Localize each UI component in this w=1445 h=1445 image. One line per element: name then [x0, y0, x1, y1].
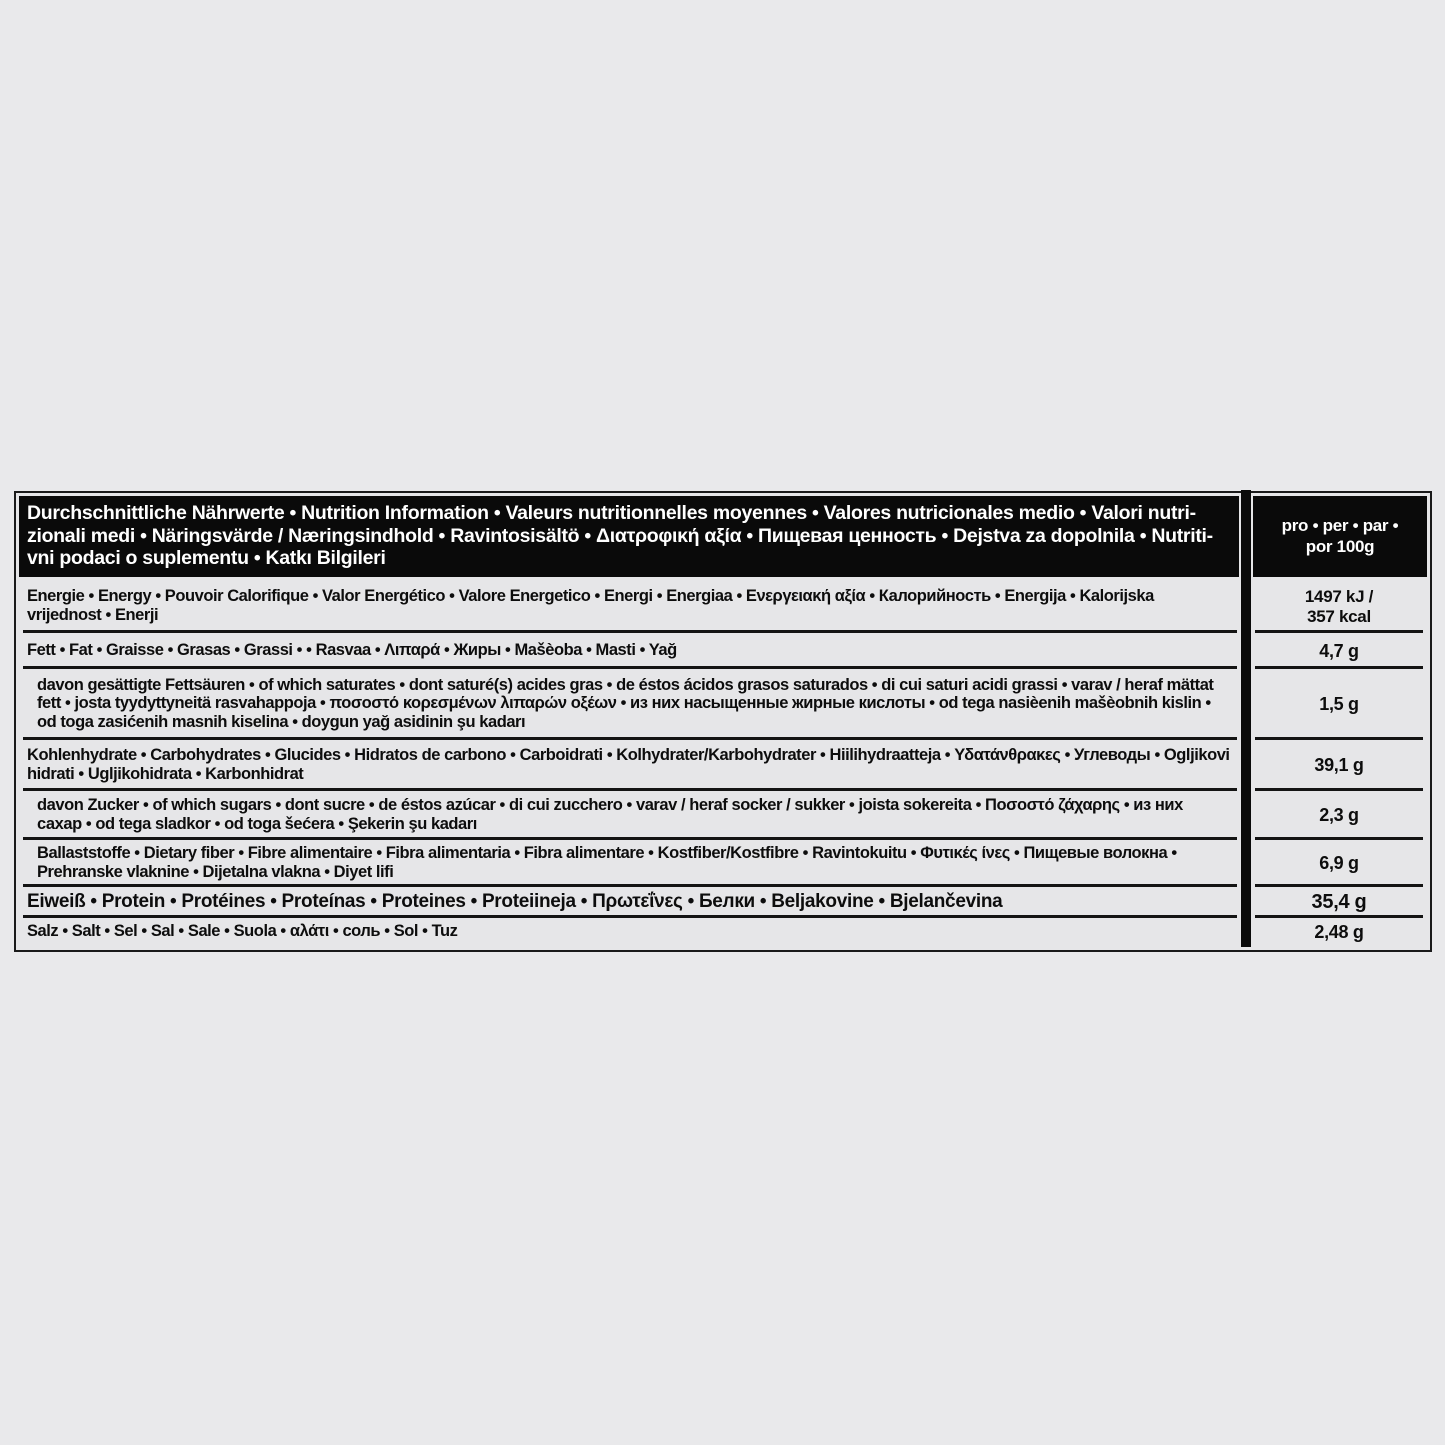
row-carbohydrates-label: Kohlenhydrate • Carbohydrates • Glucides • Hidratos de carbono • Carboidrati • Kolhydrater/Karbohydrater • Hiilihydraatteja • Υδατάνθρακες • Углеводы • Ogljikovi hidrati • Ugljikohidrata • Karbonhidrat [19, 740, 1241, 791]
row-sugars-value: 2,3 g [1251, 791, 1427, 840]
table-title-line: vni podaci o suplementu • Katkı Bilgileri [27, 547, 386, 570]
row-energy-value-kj: 1497 kJ / [1304, 586, 1374, 606]
row-protein-value: 35,4 g [1251, 887, 1427, 918]
column-divider-bar [1241, 496, 1251, 947]
row-salt-value: 2,48 g [1314, 922, 1364, 943]
nutrition-table [14, 491, 1432, 952]
row-fat-label: Fett • Fat • Graisse • Grasas • Grassi • • Rasvaa • Λιπαρά • Жиры • Mašèoba • Masti • Yağ [19, 633, 1241, 669]
per-100g-line: por 100g [1305, 536, 1375, 556]
row-carbohydrates-value: 39,1 g [1251, 740, 1427, 791]
row-energy-value-kcal: 357 kcal [1307, 606, 1371, 626]
per-100g-header [1253, 496, 1427, 577]
row-salt-label: Salz • Salt • Sel • Sal • Sale • Suola • αλάτι • соль • Sol • Tuz [27, 922, 458, 941]
row-fiber-value: 6,9 g [1251, 840, 1427, 887]
row-sugars-label: davon Zucker • of which sugars • dont sucre • de éstos azúcar • di cui zucchero • varav / heraf socker / sukker • joista sokereita • Ποσοστό ζάχαρης • из них сахар • od tega sladkor • od toga šećera • Şekerin şu kadarı [19, 791, 1241, 840]
row-fat-value: 4,7 g [1251, 633, 1427, 669]
row-saturates-label: davon gesättigte Fettsäuren • of which saturates • dont saturé(s) acides gras • de éstos ácidos grasos saturados • di cui saturi acidi grassi • varav / heraf mättat fett • josta tyydyttyneitä rasvahappoja • ποσοστό κορεσμένων λιπαρών οξέων • из них насыщенные жирные кислоты • od tega nasièenih mašèobnih kislin • od toga zasićenih masnih kiselina • doygun yağ asidinin şu kadarı [19, 669, 1241, 740]
table-title-line: zionali medi • Näringsvärde / Næringsindhold • Ravintosisältö • Διατροφική αξία • Пищевая ценность • Dejstva za dopolnila • Nutriti- [27, 524, 1213, 547]
row-energy-value [1251, 580, 1427, 633]
row-energy-label: Energie • Energy • Pouvoir Calorifique • Valor Energético • Valore Energetico • Energi • Energiaa • Ενεργειακή αξία • Калорийность • Energija • Kalorijska vrijednost • Enerji [19, 580, 1241, 633]
row-saturates-value: 1,5 g [1251, 669, 1427, 740]
row-fiber-label: Ballaststoffe • Dietary fiber • Fibre alimentaire • Fibra alimentaria • Fibra alimentare • Kostfiber/Kostfibre • Ravintokuitu • Φυτικές ίνες • Пищевые волокна • Prehranske vlaknine • Dijetalna vlakna • Diyet lifi [19, 840, 1241, 887]
table-title-line: Durchschnittliche Nährwerte • Nutrition Information • Valeurs nutritionnelles moyennes • Valores nutricionales medio • Valori nutri- [27, 502, 1196, 524]
per-100g-line: pro • per • par • [1281, 516, 1399, 536]
row-protein-label: Eiweiß • Protein • Protéines • Proteínas • Proteines • Proteiineja • Πρωτεΐνες • Белки • Beljakovine • Bjelančevina [19, 887, 1241, 918]
table-title-header [19, 496, 1239, 577]
